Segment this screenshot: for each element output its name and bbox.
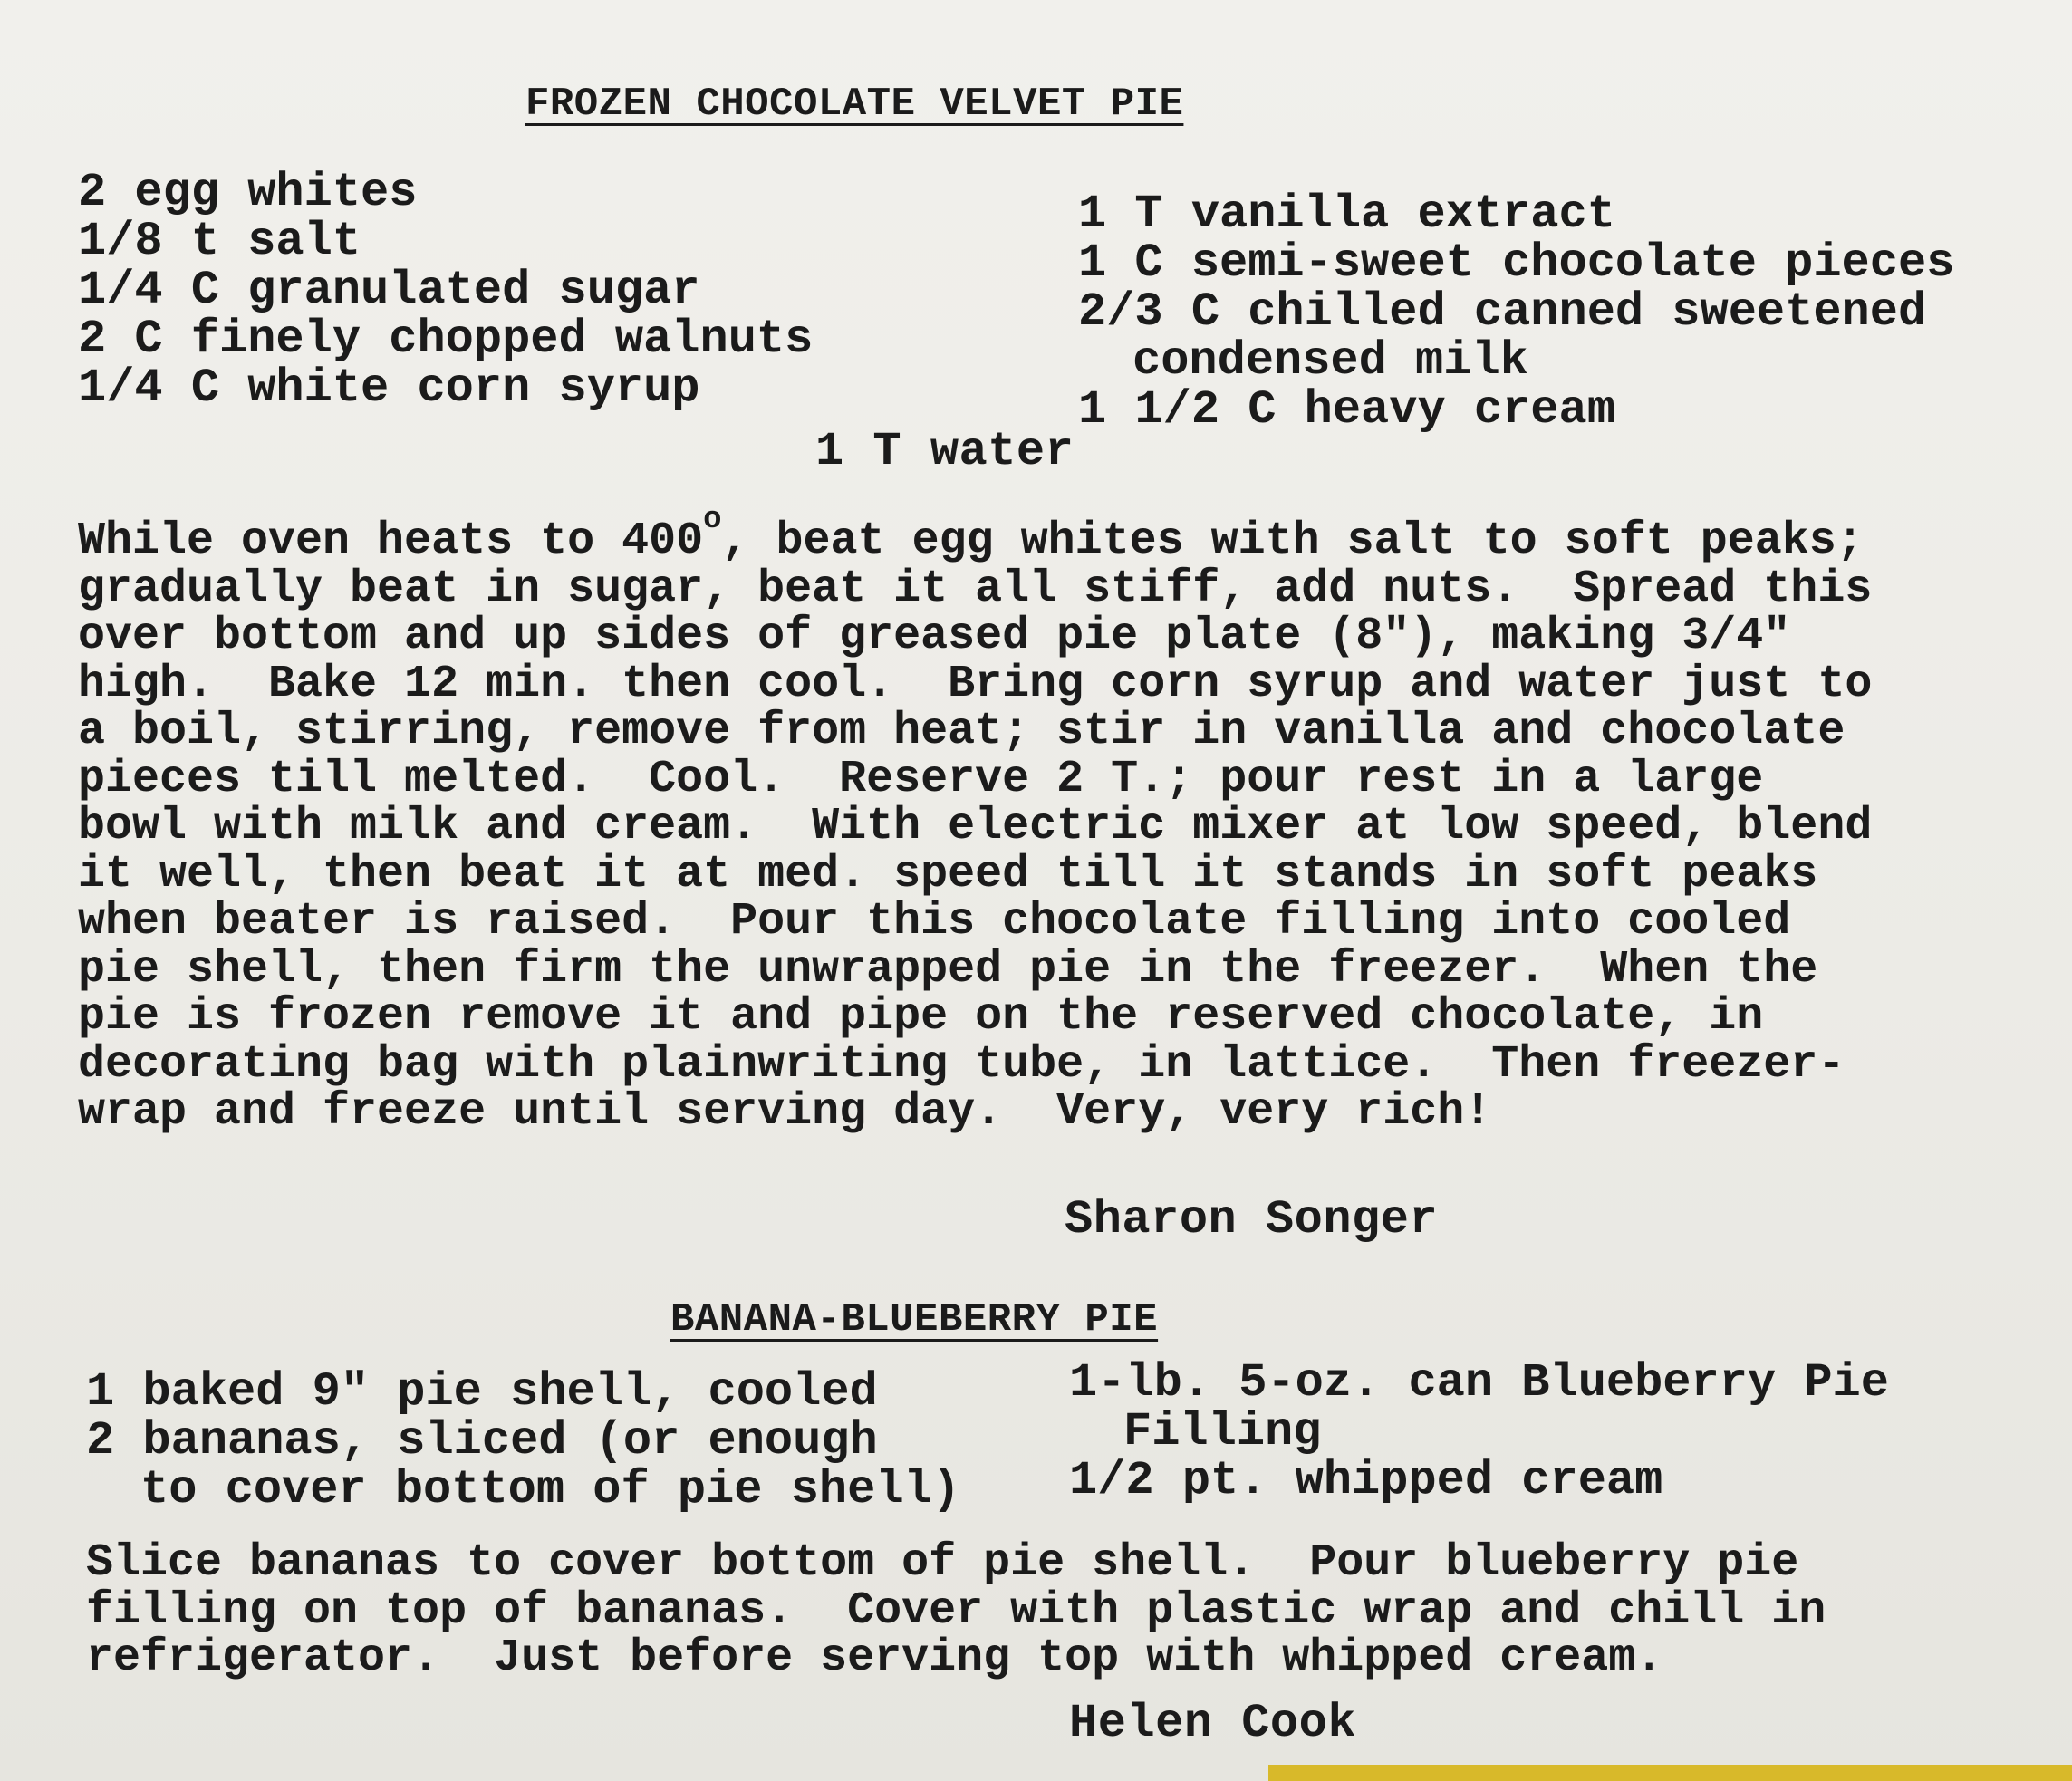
ingredient: 1 T vanilla extract: [1078, 188, 1615, 241]
ingredient: 2/3 C chilled canned sweetened: [1078, 285, 1927, 339]
instruction-line: Slice bananas to cover bottom of pie shell. Pour blueberry pie: [86, 1537, 1799, 1589]
degree-mark: o: [703, 503, 722, 537]
ingredient: 1/8 t salt: [78, 215, 361, 268]
instruction-line: it well, then beat it at med. speed till it stands in soft peaks: [78, 848, 1818, 900]
ingredient: 2 egg whites: [78, 166, 418, 219]
instruction-line: a boil, stirring, remove from heat; stir in vanilla and chocolate: [78, 706, 1846, 757]
instruction-line: While oven heats to 400$^o$, beat egg whites with salt to soft peaks;: [78, 503, 1864, 567]
ingredient: 1/4 C granulated sugar: [78, 264, 700, 317]
recipe-title: BANANA-BLUEBERRY PIE: [670, 1297, 1159, 1343]
ingredient: 2 C finely chopped walnuts: [78, 313, 814, 366]
ingredient: 1/4 C white corn syrup: [78, 361, 700, 415]
yellow-edge: [1268, 1765, 2072, 1781]
recipe-title: FROZEN CHOCOLATE VELVET PIE: [525, 82, 1184, 127]
instruction-line: filling on top of bananas. Cover with plastic wrap and chill in: [86, 1584, 1826, 1637]
ingredient: to cover bottom of pie shell): [140, 1463, 960, 1516]
instruction-line: refrigerator. Just before serving top with whipped cream.: [86, 1632, 1663, 1684]
instruction-line: over bottom and up sides of greased pie plate (8"), making 3/4": [78, 611, 1791, 662]
recipe-author: Sharon Songer: [1065, 1193, 1439, 1247]
ingredients-right: [1069, 1356, 1889, 1507]
instruction-line: pie shell, then firm the unwrapped pie in the freezer. When the: [78, 943, 1818, 996]
ingredient: 2 bananas, sliced (or enough: [86, 1414, 878, 1468]
ingredient: 1-lb. 5-oz. can Blueberry Pie: [1069, 1356, 1889, 1410]
recipe-author: Helen Cook: [1069, 1697, 1357, 1750]
instruction-line: gradually beat in sugar, beat it all stiff, add nuts. Spread this: [78, 563, 1873, 615]
ingredient: condensed milk: [1132, 334, 1528, 388]
instruction-line: pie is frozen remove it and pipe on the reserved chocolate, in: [78, 991, 1764, 1043]
ingredient: 1 C semi-sweet chocolate pieces: [1078, 236, 1955, 290]
instruction-line: pieces till melted. Cool. Reserve 2 T.; pour rest in a large: [78, 753, 1764, 805]
ingredient: 1 1/2 C heavy cream: [1078, 383, 1615, 437]
ingredient: 1 baked 9" pie shell, cooled: [86, 1365, 878, 1419]
instructions: [78, 503, 1873, 1138]
instruction-line: bowl with milk and cream. With electric mixer at low speed, blend: [78, 801, 1873, 852]
ingredients-right: [1078, 190, 1954, 435]
ingredient-water: 1 T water: [815, 425, 1075, 478]
instruction-line: high. Bake 12 min. then cool. Bring corn syrup and water just to: [78, 658, 1873, 710]
ingredient: Filling: [1123, 1405, 1322, 1458]
instruction-line: when beater is raised. Pour this chocolate filling into cooled: [78, 896, 1791, 948]
ingredients-left: [86, 1365, 960, 1516]
ingredients-left: [78, 168, 813, 413]
instructions: [86, 1537, 1826, 1684]
instruction-line: wrap and freeze until serving day. Very, very rich!: [78, 1086, 1492, 1138]
ingredient: 1/2 pt. whipped cream: [1069, 1454, 1663, 1507]
instruction-line: decorating bag with plainwriting tube, in lattice. Then freezer-: [78, 1038, 1846, 1091]
